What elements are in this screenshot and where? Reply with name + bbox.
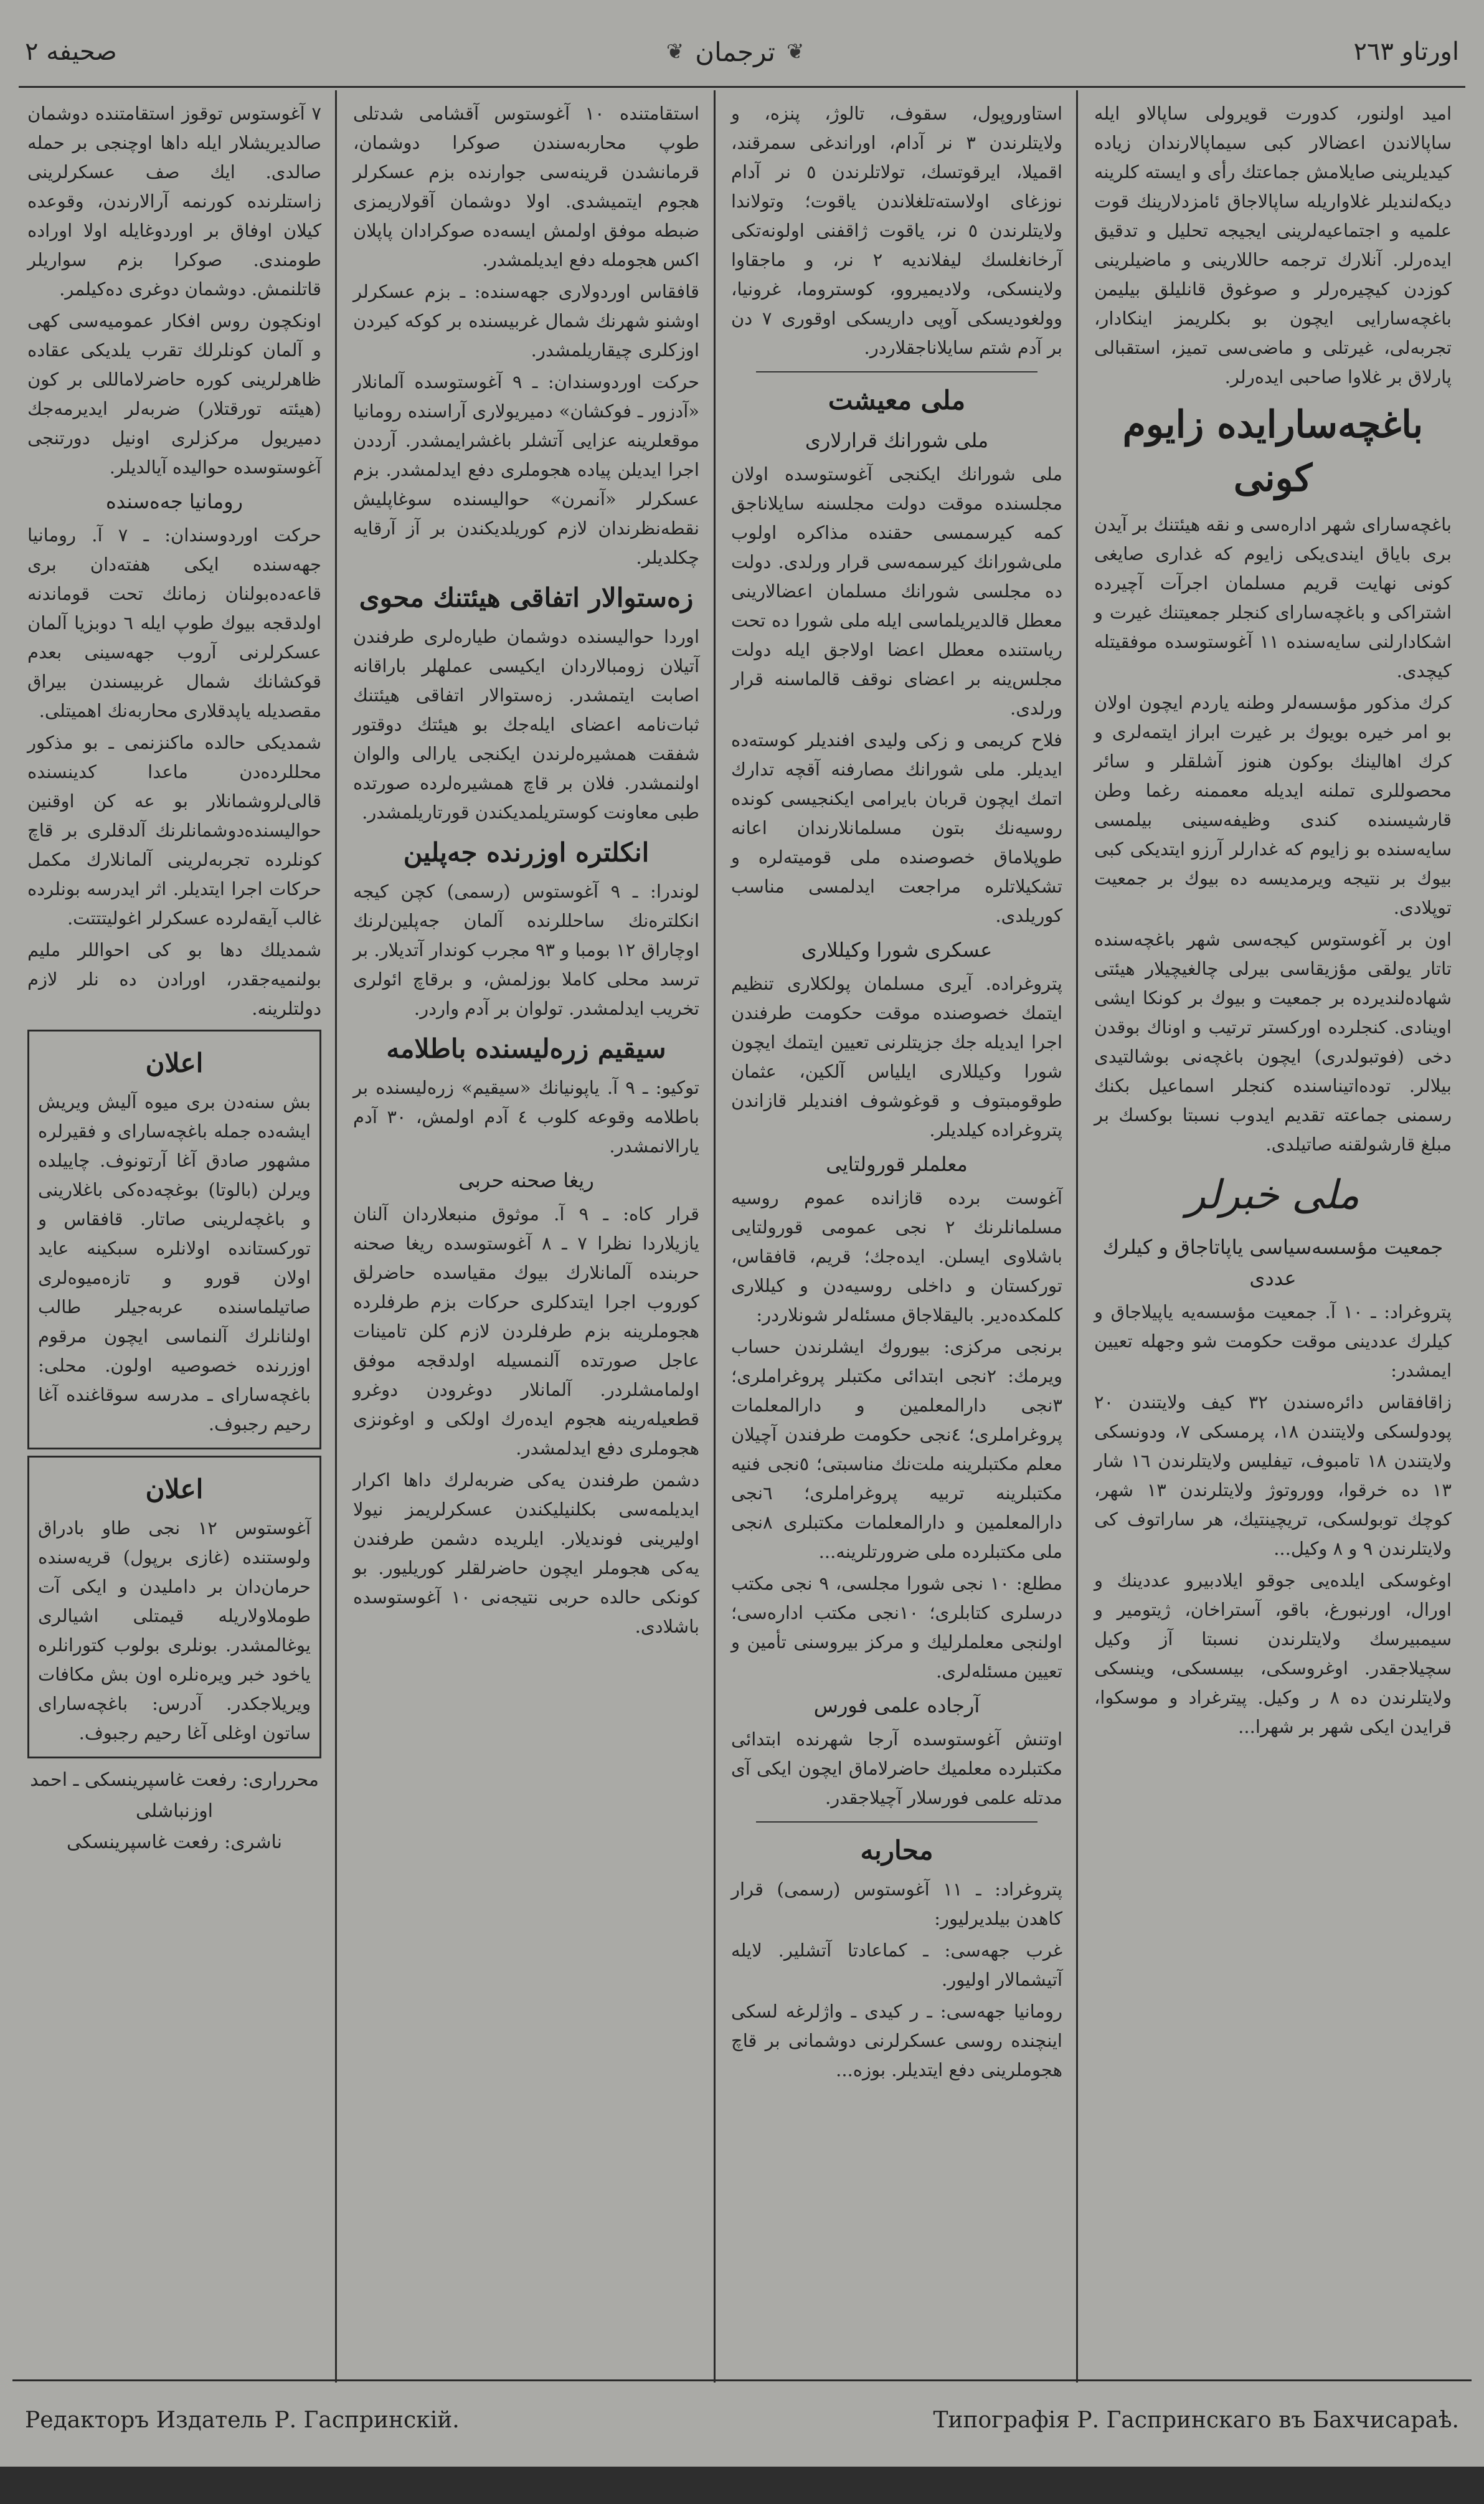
advertisement-box [27,1456,321,1758]
section-heading: زه‌ستوالار اتفاقی هیئتنك محوی [359,582,694,613]
subheading: معلملر قورولتایی [826,1152,968,1176]
column-rule [714,90,716,2383]
signature-line: ناشری: رفعت غاسپرینسکی [67,1831,282,1853]
column-rule [335,90,337,2383]
column-3 [339,90,713,2383]
subheading: ملی شورانك قرارلاری [805,429,989,452]
article-paragraph: فلاح کریمی و زکی ولیدی افندیلر کوسته‌ده ایدیلر. ملی شورانك مصارفنه آقچه تدارك اتمك ایچون قربان بایرامی ایکنجیسی کونده روسیه‌نك بتون مسلمانلارندان اعانه طوپلاماق خصوصنده ملی قومیته‌لره و تشکیلاتلره مراجعت ایدلمسی مناسب کوریلدی. [731,729,1062,926]
subheading: ریغا صحنه حربی [458,1169,594,1192]
article-paragraph: لوندرا: ـ ٩ آغوستوس (رسمی) کچن کیجه انکلتره‌نك ساحللرنده آلمان جه‌پلین‌لرنك اوچاراق ١٢ بومبا و ٩٣ مجرب کوندار آتدیلار. بر ترسد محلی کاملا بوزلمش، و برقاچ ائولری تخریب ایدلمشدر. تولوان بر آدم واردر. [353,881,699,1019]
article-paragraph: برنجی مرکزی: بیوروك ایشلرندن حساب ویرمك: ٢نجی ابتدائی مکتبلر پروغراملری؛ ٣نجی دارالمعلمین و دارالمعلمات پروغراملری؛ ٤نجی حکومت طرفندن آچیلان معلم مکتبلرینه ملت‌نك مناسبتی؛ ٥نجی فنیه مکتبلرینه تربیه پروغراملری؛ ٦نجی دارالمعلمین و دارالمعلمات مکتبلری ٨نجی ملی مکتبلرده ملی ضرورتلرینه... [731,1336,1062,1562]
article-paragraph: باغچه‌سارای شهر ادارەسی و نقه هیئتنك بر آیدن بری بایاق ایندی‌یکی زایوم که غداری صایغی کونی نهایت قریم مسلمان اجرآت آچیرده اشتراکی و باغچه‌سارای کنجلر جمعیتنك غیرت و اشکادارلنی سایه‌سنده ١١ آغوستوسده موفقیتله کیچدی. [1094,514,1452,681]
article-paragraph: زاقافقاس دائره‌سندن ٣٢ کیف ولایتندن ٢٠ پودولسکی ولایتندن ١٨، پرمسکی ٧، ودونسکی ولایتندن ١٨ تامبوف، تیفلیس ولایتلرندن ١٦ شار ١٣ ده خرقوا، ووروتوژ ولایتلرندن ١٣ شهر، کوچك توبولسکی، تریچینتیك، هر ساراتوف کی ولایتلرندن ٩ و ٨ وکیل... [1094,1392,1452,1559]
headline: باغچه‌سارایده زایوم کونی [1122,403,1424,500]
page-footer [0,2386,1484,2454]
section-heading: محاربه [860,1835,933,1866]
columns-area [0,90,1484,2383]
subheading: آرجاده علمی فورس [813,1694,980,1717]
article-paragraph: پتروغراد: ـ ١١ آغوستوس (رسمی) قرار کاهدن بیلدیرلیور: [731,1879,1062,1929]
column-rule [1076,90,1078,2383]
article-paragraph: اون بر آغوستوس کیجه‌سی شهر باغچه‌سنده تاتار یولقی مؤزیقاسی بیرلی چالغیچیلار هیئتی شهاده‌لندیرده بر جمعیت و بیوك بر کونکا ایشی اوینادی. کنجلرده اورکستر ترتیب و اوناك بوقدن دخی (فوتبولدری) ایچون باغچه‌نی بوشالتیدی بیلالر. توده‌اتیناسنده کنجلر اسماعیل بکنك رسمنی جماعته تقدیم ایدوب نسبتا بوکسك بر مبلغ قارشولقنه صاتیلدی. [1094,929,1452,1155]
editor-line: Редакторъ Издатель Р. Гаспринскій. [25,2407,460,2433]
article-paragraph: مطلع: ١٠ نجی شورا مجلسی، ٩ نجی مکتب درسلری کتابلری؛ ١٠نجی مکتب ادارەسی؛ اولنجی معلملرلیك و مرکز بیروسنی تأمین و تعیین مسئله‌لری. [731,1573,1062,1682]
section-divider [756,371,1037,372]
section-seal: ملی خبرلر [1186,1172,1360,1218]
article-paragraph: کرك مذکور مؤسسه‌لر وطنه یاردم ایچون اولان بو امر خیره بویوك بر غیرت ابراز ایتمەلری و کرك اهالینك بوکون هنوز آشلقلر و سائر محصوللری تملنه ایدیله معممنه رغما وطن قارشیسنده کندی وظیفه‌سینی بیلمسی سایه‌سنده بو زایوم که غدارلر آرزو ایتدیکی کبی بیوك بر نتیجه ویرمدیسه ده بیوك بر جمعیت توپلادی. [1094,692,1452,918]
article-paragraph: پتروغراد: ـ ١٠ آ. جمعیت مؤسسه‌یه یاپیلاجاق و کیلرك عددینی موقت حکومت شو وجهله تعیین ایمشدر: [1094,1301,1452,1381]
article-paragraph: غرب جهه‌سی: ـ کماعادتا آتشلیر. لایله آتیشمالار اولیور. [731,1940,1062,1990]
advertisement-box [27,1030,321,1449]
column-2 [717,90,1076,2383]
subheading: عسکری شورا وکیللاری [801,938,993,962]
article-paragraph: اونکچون روس افکار عمومیه‌سی کهی و آلمان کونلرلك تقرب یلدیکی عقاده ظاهرلرینی کوره حاضرلاماللی بر کون (هیئته تورقتلار) ضربه‌لر ایدیرمه‌جك دمیریول مرکزلری اونیل دورتنجی آغوستوسده حوالیده آیالدیلر. [27,310,321,478]
article-paragraph: رومانیا جهه‌سی: ـ ر کیدی ـ واژلرغه لسکی اینچنده روسی عسکرلرنی دوشمانی بر قاچ هجوملرینی دفع ایتدیلر. بوزه... [731,2001,1062,2080]
article-paragraph: پتروغراده. آیری مسلمان پولکلاری تنظیم ایتمك خصوصنده موقت حکومت طرفندن اجرا ایدیله جك جزیتلرنی تعیین ایتمك ایچون شورا وکیللاری ایلیاس آلکین، عثمان طوقومبتوف و قوغوشوف افندیلر قازاندن پتروغراده کیلدیلر. [731,973,1062,1141]
scan-edge [0,2467,1484,2504]
article-paragraph: آغوست برده قازانده عموم روسیه مسلمانلرنك ٢ نجی عمومی قورولتایی باشلاوی ایسلن. ایده‌جك؛ قریم، قافقاس، تورکستان و داخلی روسیه‌دن و کیللاری کلمکده‌دیر. بالیقلاجاق مسئله‌لر شونلاردر: [731,1187,1062,1326]
article-paragraph: امید اولنور، کدورت قویرولی ساپالاو ایله ساپالاندن اعضالار کبی سیماپالارندان زیاده کیدیلرینی صایلامش جماعتك رأی و ایسته کلرینه دیکه‌لندیلر غلاواریله ساپالاجاق ئامزدلارینك قوت علمیه و اجتماعیه‌لرینی ایجیجه تحلیل و تدقیق ایده‌رلر. آنلارك ترجمه حاللارینی و ماضیلرینی کوزدن کیچیره‌رلر و صوغوق قانلیلق بیلیمن باغچه‌سارایی ایچون بو بکلریمز اینکادار، تجربه‌لی، غیرتلی و ماضی‌سی تمیز، استقبالی پارلاق بر غلاوا صاحبی ایده‌رلر. [1094,103,1452,387]
page-number: صحیفه ٢ [25,37,117,66]
article-paragraph: اوغوسکی ایلده‌یی جوقو ایلادبیرو عددینك و اورال، اورنبورغ، باقو، آستراخان، ژیتومیر و سیمبیرسك ولایتلرندن نسبتا آز وکیل سچیلاجقدر. اوغروسکی، بیسسکی، وینسکی ولایتلرندن ده ٨ ر وکیل. پیترغراد و موسکوا، قرایدن ایکی شهر بر شهرا... [1094,1570,1452,1737]
article-paragraph: اوردا حوالیسنده دوشمان طیاره‌لری طرفندن آتیلان زومبالاردان ایکیسی عملهلر باراقانه اصابت ایتمشدر. زه‌ستوالار اتفاقی هیئتنك ثبات‌نامه اعضای ایله‌جك بو هیئتك دوقتور شفقت همشیره‌لرندن ایکنجی یارالی والوان اولنمشدر. فلان بر قاچ همشیره‌لرده صورتده طبی معاونت کوستریلمدیکندن قورتاریلمشدر. [353,626,699,823]
article-paragraph: قافقاس اوردولاری جهه‌سنده: ـ بزم عسکرلر اوشنو شهرنك شمال غربیسنده بر کوکه کیردن اوزکلری چیقاریلمشدر. [353,281,699,361]
article-paragraph: استقامتنده ١٠ آغوستوس آقشامی شدتلی طوپ محاربه‌سندن صوکرا دوشمان، قرمانشدن قرینه‌سی جوارنده بزم عسکرلر هجوم ایتمیشدی. اولا دوشمان آقولاریمزی ضبطه موفق اولمش ایسه‌ده صوکرادان پاپلان اکس هجومله دفع ایدیلمشدر. [353,103,699,270]
section-divider [756,1821,1037,1823]
issue-number: اورتاو ٢٦٣ [1353,37,1459,66]
ad-text: آغوستوس ١٢ نجی طاو بادراق ولوستنده (غازی برپول) قریه‌سنده حرمان‌دان بر داملیدن و ایکی آت طوملاولاریله قیمتلی اشیالری یوغالمشدر. بونلری بولوب کتورانلره یاخود خبر ویره‌نلره اون بش مکافات ویریلاجکدر. آدرس: باغچه‌سارای ساتون اوغلی آغا رحیم رجبوف. [38,1517,311,1743]
column-1 [1080,90,1465,2383]
article-paragraph: حرکت اوردوسندان: ـ ٩ آغوستوسده آلمانلار «آدزور ـ فوکشان» دمیریولاری آراسنده رومانیا موقعلرینه عزایی آتشلر باغشرایمشدر. آرددن اجرا ایدیلن پیاده هجوملری دفع ایدلمشدر. بزم عسکرلر «آنمرن» حوالیسنده سوغاپلیش نقطه‌نظرندان لازم کوریلدیکندن بر آز آرقایه چکلدیلر. [353,371,699,568]
article-paragraph: ملی شورانك ایکنجی آغوستوسده اولان مجلسنده موقت دولت مجلسنه سایلاناجق کمە کیرسمسی حقنده مذاکره اولوب ملی‌شورانك کیرسمەسی قرار ورلدی. دولت ده مجلسی شورانك مسلمان اعضالارینی معطل قالدیریلماسی ایله ملی شورا ده تحت ریاستنده معطل اعضا اولاجق ایله دولت مجلس‌ینه بر اعضای نوقف قالماسنه قرار ورلدی. [731,463,1062,719]
section-heading: ملی معیشت [828,385,966,415]
subheading: رومانیا جه‌ه‌سنده [105,490,243,513]
article-paragraph: دشمن طرفندن یه‌کی ضربه‌لرك داها اکرار ایدیلمه‌سی بکلنیلیکندن عسکرلریمز نیولا اولیرینی فوندیلار. ایلریده دشمن طرفندن یه‌کی هجوملر ایچون حاضرلقلر کوریلیور. بو کونکی حالده حربی نتیجه‌نی ١٠ آغوستوسده باشلادی. [353,1469,699,1637]
section-heading: انکلتره اوزرنده جه‌پلین [403,837,650,868]
section-heading: سیقیم زره‌لیسنده باطلامه [386,1033,666,1064]
ad-text: بش سنه‌دن بری میوه آلیش ویریش ایشه‌ده جمله باغچه‌سارای و فقیرلره مشهور صادق آغا آرتونوف. چاییلده ویرلن (بالوتا) بوغچه‌ده‌کی باغلارینی و باغچه‌لرینی صاتار. قافقاس و تورکستانده اولانلره سبکینه عاید اولان قورو و تازه‌میوه‌لری صاتیلماسنده عربه‌جیلر طالب اولنانلرك آلنماسی ایچون مرقوم اوزرنده خصوصیه اولون. محلی: باغچه‌سارای ـ مدرسه سوقاغنده آغا رحیم رجبوف. [38,1091,311,1435]
article-paragraph: استاوروپول، سقوف، تالوژ، پنزه، و ولایتلرندن ٣ نر آدام، اوراندغی سمرقند، اقمیلا، ایرقوتسك، تولاتلرندن ٥ نر آدام نوزغای اولاسته‌تلغلاندن یاقوت؛ وتولاندا ولایتلرندن ٥ نر، یاقوت ژاقفنی اولونه‌تکی آرخانغلسك لیفلاندیه ٢ نر، و ماجقاوا ولاینسکی، ولادیمیروو، کوستروما، غرونیا، وولغودیسکی آوپی داریسکی اوقوری ٧ دن بر آدم شتم سایلاناجقلاردر. [731,103,1063,358]
masthead-title: ترجمان [695,36,775,67]
masthead [666,37,805,67]
printer-line: Типографія Р. Гаспринскаго въ Бахчисараѣ. [933,2407,1459,2433]
article-paragraph: توکیو: ـ ٩ آ. یاپونیانك «سیقیم» زره‌لیسنده بر باطلامه وقوعه کلوب ٤ آدم اولمش، ٣٠ آدم یارالانمشدر. [353,1077,700,1157]
ornament-icon: ❦ [786,39,805,64]
article-paragraph: شمدیکی حالده ماکنزنمی ـ بو مذکور محللرده‌دن ماعدا کدینسنده قالی‌لروشمانلار بو عه کن اوقنین حوالیسنده‌دوشمانلرنك آلدقلری بر قاچ کونلرده تجربه‌لرینی آلمانلارك مکمل حرکات اجرا ایتدیلر. اثر ایدرسه بونلرده غالب آیقه‌لرده عسکرلر اغولیتتتت. [27,732,321,929]
article-paragraph: شمدیلك دها بو کی احواللر ملیم بولنمیه‌جقدر، اورادن ده نلر لازم دولتلرینه. [27,939,321,1019]
signature-line: محرراری: رفعت غاسپرینسکی ـ احمد اوزنباشلی [30,1769,319,1822]
footer-rule [12,2379,1472,2381]
ad-title: اعلان [145,1048,204,1078]
article-paragraph: قرار کاه: ـ ٩ آ. موثوق منبعلاردان آلنان یازیلاردا نظرا ٧ ـ ٨ آغوستوسده ریغا صحنه حربنده آلمانلارك بیوك مقیاسده حاضرلق کوروب اجرا ایتدکلری حرکات بزم طرفلرده هجوملرینه بزم طرفلردن لازم کلن تامینات عاجل صورتده آلنمسیله اولدقجه موفق اولمامشلردر. آلمانلار دوغرودن دوغرو قطعیله‌رینه هجوم ایده‌رك اولکی و اوغونزی هجوملری دفع ایدلمشدر. [353,1203,699,1459]
article-paragraph: حرکت اوردوسندان: ـ ٧ آ. رومانیا جهه‌سنده ایکی هفته‌دان بری قاعه‌ده‌بولنان زمانك تحت قوماندنه اولدقجه بیوك طوپ ایله ٦ دوبزیا آلمان عسکرلرنی آروب جهه‌سینی بعدم قوکشانك شمال غربیسندن بیراق مقصدیله یاپدقلاری محاربه‌نك اهمیتلی. [27,524,321,721]
ad-title: اعلان [145,1474,204,1504]
ornament-icon: ❦ [666,39,684,64]
column-4 [14,90,335,2383]
article-paragraph: اوتنش آغوستوسده آرجا شهرنده ابتدائی مکتبلرده معلمیك حاضرلاماق ایچون ایکی آی مدتله علمی فورسلار آچیلاجقدر. [731,1729,1062,1808]
page-header [25,17,1459,86]
article-paragraph: ٧ آغوستوس توقوز استقامتنده دوشمان صالدیریشلار ایله داها اوچنجی بر حمله صالدی. ایك صف عسکرلرینی زاستلرنده کورنمه آرالارندن، وقوعده کیلان اوفاق بر اوردوغایله اولا اوراده طومندی. صوکرا بزم سواریلر قاتلنمش. دوشمان دوغری ده‌کیلمر. [27,103,321,300]
subheading: جمعیت مؤسسه‌سیاسی یاپاتاجاق و کیلرك عددی [1102,1235,1444,1290]
header-rule [19,86,1465,88]
